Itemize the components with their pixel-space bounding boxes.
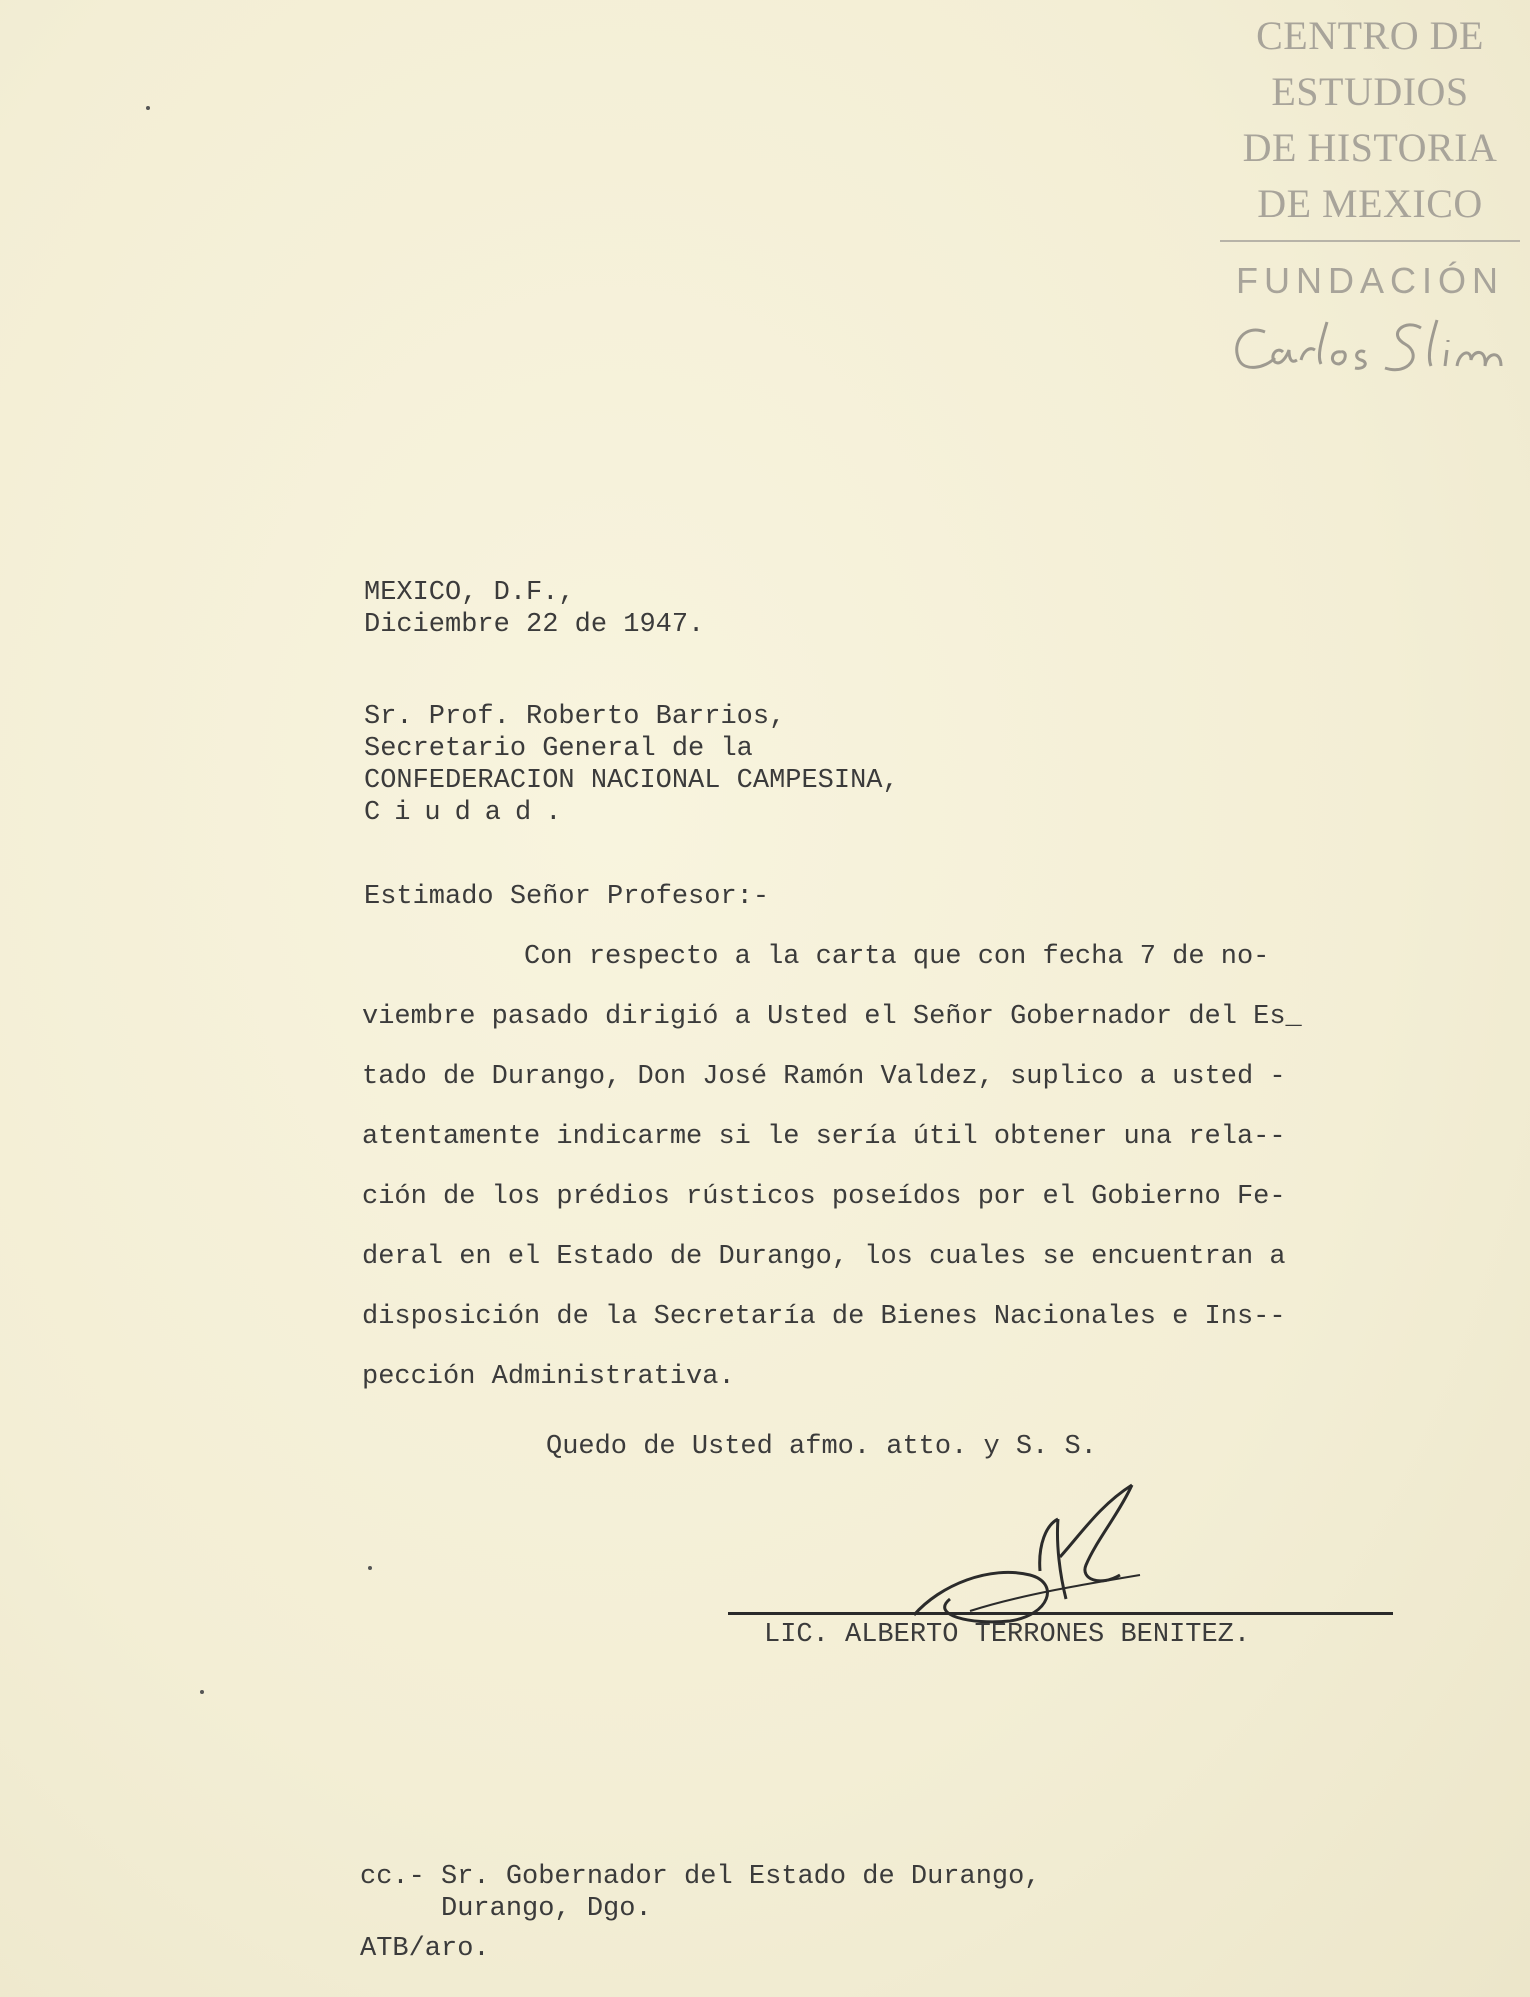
- stamp-line-3: DE HISTORIA: [1242, 125, 1498, 170]
- handwritten-signature: [910, 1475, 1170, 1625]
- cc-line-1: cc.- Sr. Gobernador del Estado de Durango,: [360, 1862, 1041, 1892]
- paper-speck: [200, 1690, 204, 1694]
- stamp-line-4: DE MEXICO: [1257, 181, 1483, 226]
- letter-place: MEXICO, D.F.,: [364, 578, 575, 608]
- recipient-organization: CONFEDERACION NACIONAL CAMPESINA,: [364, 766, 899, 796]
- salutation: Estimado Señor Profesor:-: [364, 882, 770, 912]
- stamp-line-1: CENTRO DE: [1256, 13, 1484, 58]
- archive-stamp: [1220, 8, 1520, 382]
- body-line-2: viembre pasado dirigió a Usted el Señor Gobernador del Es_: [362, 1002, 1302, 1032]
- stamp-line-2: ESTUDIOS: [1271, 69, 1469, 114]
- paper-speck: [146, 106, 150, 110]
- stamp-divider: [1220, 240, 1520, 242]
- body-line-8: pección Administrativa.: [362, 1362, 735, 1392]
- recipient-name: Sr. Prof. Roberto Barrios,: [364, 702, 786, 732]
- stamp-foundation: FUNDACIÓN: [1236, 260, 1504, 301]
- signature-line: [728, 1612, 1393, 1615]
- letter-date: Diciembre 22 de 1947.: [364, 610, 705, 640]
- foundation-signature-logo: [1225, 312, 1515, 382]
- recipient-title: Secretario General de la: [364, 734, 753, 764]
- signatory-name: LIC. ALBERTO TERRONES BENITEZ.: [764, 1620, 1251, 1650]
- body-line-6: deral en el Estado de Durango, los cuales se encuentran a: [362, 1242, 1286, 1272]
- body-line-4: atentamente indicarme si le sería útil obtener una rela--: [362, 1122, 1286, 1152]
- body-line-3: tado de Durango, Don José Ramón Valdez, suplico a usted -: [362, 1062, 1286, 1092]
- recipient-city: Ciudad.: [364, 798, 576, 828]
- paper-speck: [368, 1566, 372, 1570]
- body-line-7: disposición de la Secretaría de Bienes Nacionales e Ins--: [362, 1302, 1286, 1332]
- cc-line-2: Durango, Dgo.: [360, 1894, 652, 1924]
- reference-initials: ATB/aro.: [360, 1934, 490, 1964]
- body-line-1: Con respecto a la carta que con fecha 7 de no-: [362, 942, 1270, 972]
- body-line-5: ción de los prédios rústicos poseídos por el Gobierno Fe-: [362, 1182, 1286, 1212]
- closing: Quedo de Usted afmo. atto. y S. S.: [546, 1432, 1097, 1462]
